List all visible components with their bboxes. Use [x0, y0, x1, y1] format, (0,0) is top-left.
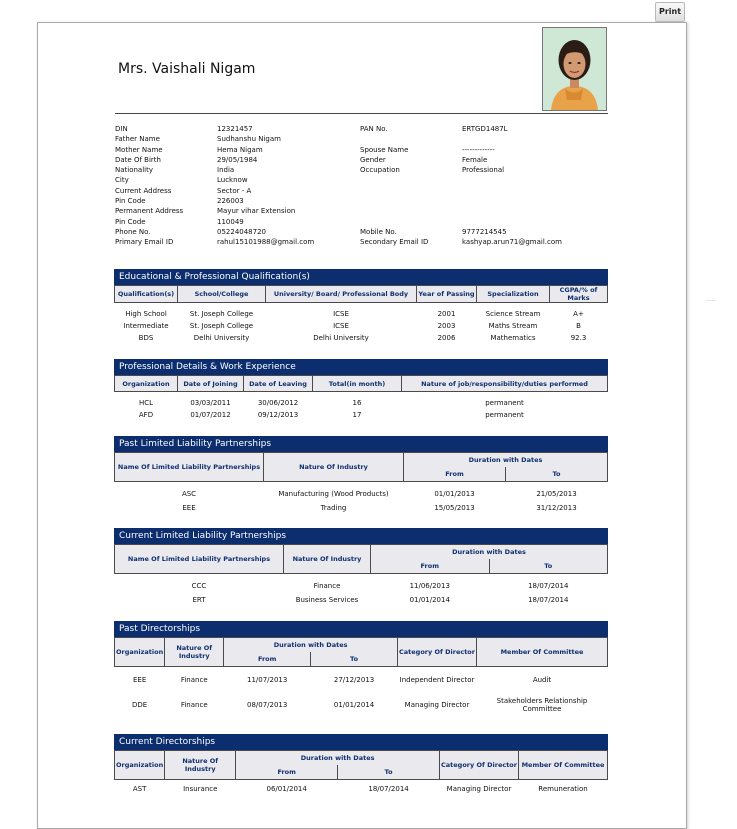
table-cell: permanent: [485, 411, 524, 419]
table-cell: Independent Director: [399, 676, 475, 684]
education-table: [114, 285, 608, 344]
current-llp-section: [114, 528, 608, 607]
table-cell: CCC: [191, 582, 207, 590]
info-row: [360, 186, 562, 196]
info-row: [360, 217, 562, 227]
info-row: [115, 145, 314, 155]
table-cell: 17: [352, 411, 362, 419]
info-row: [360, 145, 562, 155]
info-value: ERTGD1487L: [462, 125, 508, 133]
table-cell: Mathematics: [490, 334, 536, 342]
info-row: [360, 155, 562, 165]
info-value: 110049: [217, 217, 244, 226]
column-header: To: [311, 652, 398, 667]
column-header: Duration with Dates: [224, 638, 398, 653]
column-header: From: [236, 765, 338, 780]
education-section: [114, 269, 608, 344]
column-header: From: [371, 559, 490, 574]
column-header: Name Of Limited Liability Partnerships: [115, 545, 284, 574]
table-cell: St. Joseph College: [189, 322, 254, 330]
past-llp-table: [114, 452, 608, 515]
profile-sheet: [37, 22, 687, 829]
table-row: [115, 593, 608, 607]
table-cell: Remuneration: [538, 785, 588, 793]
column-header: Duration with Dates: [236, 751, 440, 766]
table-cell: 2001: [437, 310, 456, 318]
info-row: [360, 237, 562, 247]
info-label: Mother Name: [115, 145, 163, 154]
header-divider: [115, 113, 608, 114]
table-cell: ICSE: [333, 322, 349, 330]
personal-details-right: [360, 124, 562, 248]
info-label: Spouse Name: [360, 145, 409, 154]
info-label: Secondary Email ID: [360, 238, 429, 247]
current-directorships-title: Current Directorships: [114, 734, 608, 750]
table-cell: 09/12/2013: [257, 411, 299, 419]
table-cell: B: [576, 322, 581, 330]
table-row: [115, 397, 608, 409]
table-cell: Science Stream: [485, 310, 541, 318]
table-cell: 2003: [437, 322, 456, 330]
info-label: Pin Code: [115, 197, 146, 206]
table-cell: ICSE: [333, 310, 349, 318]
column-header: To: [338, 765, 440, 780]
table-cell: 11/07/2013: [246, 676, 288, 684]
info-label: DIN: [115, 125, 128, 133]
column-header: Nature Of Industry: [165, 638, 224, 667]
table-cell: HCL: [138, 399, 154, 407]
table-cell: 08/07/2013: [246, 701, 288, 709]
column-header: Category Of Director: [398, 638, 477, 667]
column-header: Organization: [115, 638, 165, 667]
info-value: 29/05/1984: [217, 155, 258, 164]
column-header: Duration with Dates: [371, 545, 608, 560]
divider: [706, 300, 716, 301]
table-cell: EEE: [182, 504, 196, 512]
table-row: [115, 579, 608, 593]
info-row: [115, 175, 314, 185]
table-cell: Finance: [180, 676, 208, 684]
table-cell: 18/07/2014: [368, 785, 409, 793]
column-header: To: [506, 467, 608, 482]
info-value: -------------: [462, 145, 495, 154]
info-value: Mayur vihar Extension: [217, 207, 296, 216]
info-row: [360, 206, 562, 216]
column-header: Organization: [115, 376, 178, 392]
column-header: From: [404, 467, 506, 482]
info-label: Phone No.: [115, 227, 151, 236]
info-value: Sudhanshu Nigam: [217, 135, 281, 144]
table-cell: 18/07/2014: [528, 596, 569, 604]
table-cell: 01/01/2013: [434, 490, 475, 498]
table-cell: 01/01/2014: [333, 701, 375, 709]
info-value: kashyap.arun71@gmail.com: [462, 238, 562, 247]
column-header: Total(in month): [313, 376, 402, 392]
table-cell: Stakeholders Relationship Committee: [496, 697, 588, 713]
past-llp-section: [114, 436, 608, 515]
column-header: Nature of job/responsibility/duties performed: [402, 376, 608, 392]
info-label: Occupation: [360, 166, 400, 175]
past-directorships-title: Past Directorships: [114, 621, 608, 637]
table-cell: 30/06/2012: [257, 399, 299, 407]
column-header: CGPA/% of Marks: [550, 286, 608, 303]
table-cell: 06/01/2014: [266, 785, 307, 793]
info-value: 226003: [217, 197, 244, 206]
info-row: [115, 217, 314, 227]
info-value: 9777214545: [462, 227, 507, 236]
table-cell: Business Services: [295, 596, 359, 604]
info-label: Primary Email ID: [115, 238, 174, 247]
column-header: Specialization: [477, 286, 550, 303]
column-header: University/ Board/ Professional Body: [266, 286, 417, 303]
info-row: [115, 186, 314, 196]
info-row: [115, 206, 314, 216]
column-header: Qualification(s): [115, 286, 178, 303]
info-row: [115, 165, 314, 175]
experience-table: [114, 375, 608, 421]
info-label: City: [115, 176, 129, 185]
table-cell: 01/07/2012: [190, 411, 231, 419]
column-header: Duration with Dates: [404, 453, 608, 468]
info-value: 12321457: [217, 125, 253, 133]
column-header: Organization: [115, 751, 165, 780]
info-row: [360, 227, 562, 237]
director-name: Mrs. Vaishali Nigam: [118, 61, 256, 77]
column-header: Nature Of Industry: [165, 751, 236, 780]
table-cell: Trading: [320, 504, 347, 512]
info-value: Lucknow: [217, 176, 248, 185]
table-cell: High School: [125, 310, 167, 318]
current-llp-table: [114, 544, 608, 607]
info-row: [360, 165, 562, 175]
table-cell: St. Joseph College: [189, 310, 254, 318]
table-row: [115, 667, 608, 694]
info-value: 05224048720: [217, 227, 266, 236]
table-row: [115, 780, 608, 799]
table-cell: 18/07/2014: [528, 582, 569, 590]
experience-section: [114, 359, 608, 421]
info-row: [360, 175, 562, 185]
column-header: Date of Joining: [178, 376, 244, 392]
table-cell: AFD: [138, 411, 154, 419]
past-llp-title: Past Limited Liability Partnerships: [114, 436, 608, 452]
info-label: PAN No.: [360, 125, 388, 133]
column-header: Member Of Committee: [519, 751, 608, 780]
table-cell: BDS: [138, 334, 154, 342]
table-cell: Managing Director: [446, 785, 512, 793]
info-label: Pin Code: [115, 217, 146, 226]
table-cell: ERT: [192, 596, 206, 604]
column-header: From: [224, 652, 311, 667]
table-cell: 01/01/2014: [409, 596, 450, 604]
info-row: [115, 134, 314, 144]
table-cell: 2006: [437, 334, 456, 342]
column-header: Year of Passing: [417, 286, 477, 303]
table-cell: Maths Stream: [488, 322, 538, 330]
past-directorships-table: [114, 637, 608, 717]
info-row: [115, 227, 314, 237]
current-directorships-section: [114, 734, 608, 798]
info-row: [360, 124, 562, 134]
column-header: School/College: [178, 286, 266, 303]
print-button[interactable]: Print: [655, 2, 685, 22]
info-label: Gender: [360, 155, 386, 164]
personal-details-left: [115, 124, 314, 248]
info-value: Female: [462, 155, 488, 164]
table-cell: permanent: [485, 399, 524, 407]
table-cell: Finance: [180, 701, 208, 709]
info-label: Mobile No.: [360, 227, 397, 236]
info-row: [360, 196, 562, 206]
info-row: [115, 237, 314, 247]
table-cell: Delhi University: [193, 334, 250, 342]
table-cell: ASC: [181, 490, 197, 498]
table-cell: DDE: [132, 701, 148, 709]
table-row: [115, 409, 608, 421]
table-cell: 03/03/2011: [190, 399, 231, 407]
column-header: To: [489, 559, 608, 574]
table-row: [115, 487, 608, 501]
table-row: [115, 308, 608, 320]
column-header: Name Of Limited Liability Partnerships: [115, 453, 264, 482]
table-cell: Intermediate: [123, 322, 169, 330]
table-cell: Audit: [532, 676, 552, 684]
info-value: India: [217, 166, 235, 175]
column-header: Nature Of Industry: [284, 545, 371, 574]
column-header: Member Of Committee: [477, 638, 608, 667]
table-cell: AST: [132, 785, 147, 793]
info-row: [115, 196, 314, 206]
info-label: Current Address: [115, 186, 172, 195]
current-llp-title: Current Limited Liability Partnerships: [114, 528, 608, 544]
table-row: [115, 320, 608, 332]
column-header: Date of Leaving: [244, 376, 313, 392]
table-cell: 16: [352, 399, 362, 407]
past-directorships-section: [114, 621, 608, 717]
table-cell: 15/05/2013: [434, 504, 475, 512]
column-header: Category Of Director: [440, 751, 519, 780]
education-title: Educational & Professional Qualification(s): [114, 269, 608, 285]
info-label: Date Of Birth: [115, 155, 161, 164]
info-row: [115, 155, 314, 165]
table-cell: 27/12/2013: [333, 676, 375, 684]
info-value: Sector - A: [217, 186, 252, 195]
info-value: Professional: [462, 166, 505, 175]
info-label: Nationality: [115, 166, 154, 175]
info-value: Hema Nigam: [217, 145, 263, 154]
table-cell: 21/05/2013: [536, 490, 577, 498]
table-cell: Delhi University: [313, 334, 369, 342]
table-cell: 31/12/2013: [536, 504, 577, 512]
column-header: Nature Of Industry: [264, 453, 404, 482]
table-cell: Insurance: [183, 785, 218, 793]
info-value: rahul15101988@gmail.com: [217, 238, 315, 247]
table-cell: EEE: [132, 676, 147, 684]
table-row: [115, 332, 608, 344]
info-row: [360, 134, 562, 144]
info-label: Father Name: [115, 135, 160, 144]
profile-photo: [542, 27, 607, 111]
info-row: [115, 124, 314, 134]
table-cell: 92.3: [570, 334, 587, 342]
table-cell: 11/06/2013: [409, 582, 450, 590]
table-cell: A+: [573, 310, 584, 318]
table-cell: Finance: [313, 582, 341, 590]
table-row: [115, 501, 608, 515]
table-row: [115, 693, 608, 717]
info-label: Permanent Address: [115, 207, 184, 216]
table-cell: Managing Director: [404, 701, 470, 709]
experience-title: Professional Details & Work Experience: [114, 359, 608, 375]
current-directorships-table: [114, 750, 608, 798]
table-cell: Manufacturing (Wood Products): [278, 490, 389, 498]
